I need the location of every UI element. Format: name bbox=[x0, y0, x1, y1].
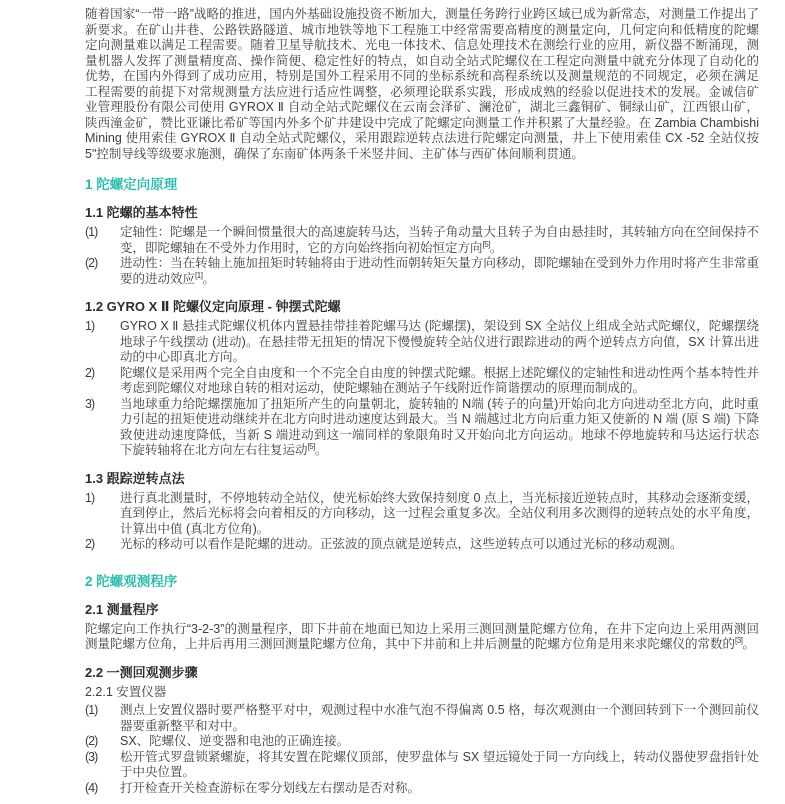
list-item-marker: (4) bbox=[85, 780, 98, 795]
list-item-text: 进行真北测量时，不停地转动全站仪，使光标始终大致保持刻度 0 点上，当光标接近逆转点时，其移动会逐渐变缓，直到停止，然后光标将会向着相反的方向移动，这一过程会重复多次。全站仪利用多次测得的逆转点处的水平角度，计算出中值 (真北方位角)。 bbox=[120, 490, 759, 536]
list-item bbox=[85, 256, 759, 287]
list-item-marker: (2) bbox=[85, 734, 98, 748]
list-item bbox=[85, 366, 759, 397]
list-item-marker: 3) bbox=[85, 396, 95, 411]
list-item bbox=[85, 319, 759, 366]
list-item-text: GYRO X Ⅱ 悬挂式陀螺仪机体内置悬挂带挂着陀螺马达 (陀螺摆)，架设到 SX 全站仪上组成全站式陀螺仪，陀螺摆绕地球子午线摆动 (进动)。在悬挂带无扭矩的情况下慢慢旋转全站仪进行跟踪进动的两个逆转点方向值，SX 计算出进动的中心即真北方向。 bbox=[120, 319, 759, 364]
list-item-marker: 1) bbox=[85, 319, 95, 333]
list-item-text: 进动性：当在转轴上施加扭矩时转轴将由于进动性而朝转矩矢量方向移动，即陀螺轴在受到外力作用时将产生非常重要的进动效应[1]。 bbox=[120, 256, 759, 286]
footnote-ref: [3] bbox=[735, 635, 743, 645]
paragraph-2-1: 陀螺定向工作执行“3-2-3”的测量程序，即下井前在地面已知边上采用三测回测量陀螺方位角，在井下定向边上采用两测回测量陀螺方位角，上井后再用三测回测量陀螺方位角，其中下井前和上井后测量的陀螺方位角是用来求陀螺仪的常数的[3]。 bbox=[85, 621, 759, 651]
list-item bbox=[85, 491, 759, 538]
list-1-1 bbox=[85, 225, 759, 287]
list-item-marker: (2) bbox=[85, 256, 98, 270]
list-item-text: SX、陀螺仪、逆变器和电池的正确连接。 bbox=[120, 734, 350, 748]
list-item bbox=[85, 397, 759, 459]
list-item-marker: (1) bbox=[85, 703, 98, 717]
list-1-2 bbox=[85, 319, 759, 459]
list-1-3 bbox=[85, 491, 759, 553]
list-item-text: 测点上安置仪器时要严格整平对中，观测过程中水准气泡不得偏离 0.5 格，每次观测由一个测回转到下一个测回前仪器要重新整平和对中。 bbox=[120, 703, 759, 733]
list-item-marker: (3) bbox=[85, 749, 98, 764]
list-item-marker: 1) bbox=[85, 490, 95, 505]
list-item bbox=[85, 750, 759, 781]
subsection-heading-1-2: 1.2 GYRO X Ⅱ 陀螺仪定向原理 - 钟摆式陀螺 bbox=[85, 299, 341, 314]
list-item-text: 打开检查开关检查游标在零分划线左右摆动是否对称。 bbox=[120, 780, 421, 795]
list-item bbox=[85, 225, 759, 256]
subsection-heading-2-2-1: 2.2.1 安置仪器 bbox=[85, 684, 167, 699]
list-2-2-1 bbox=[85, 703, 759, 796]
subsection-heading-2-1: 2.1 测量程序 bbox=[85, 601, 159, 617]
subsection-heading-1-3: 1.3 跟踪逆转点法 bbox=[85, 470, 185, 486]
list-item bbox=[85, 781, 759, 797]
list-item bbox=[85, 703, 759, 734]
subsection-heading-2-2: 2.2 一测回观测步骤 bbox=[85, 664, 198, 680]
list-item-text: 定轴性：陀螺是一个瞬间惯量很大的高速旋转马达，当转子角动量大且转子为自由悬挂时，其转轴方向在空间保持不变，即陀螺轴在不受外力作用时，它的方向始终指向初始恒定方向[5]。 bbox=[120, 225, 759, 255]
intro-paragraph: 随着国家“一带一路”战略的推进，国内外基础设施投资不断加大，测量任务跨行业跨区域已成为新常态，对测量工作提出了新要求。在矿山井巷、公路铁路隧道、城市地铁等地下工程施工中经常需要高精度的测量定向，几何定向和低精度的陀螺定向测量难以满足工程需要。随着卫星导航技术、光电一体技术、信息处理技术在测绘行业的应用，新仪器不断涌现，测量机器人发挥了测量精度高、操作简便、稳定性好的特点，如自动全站式陀螺仪在工程定向测量中就充分体现了自动化的优势，在国内外得到了成功应用，特别是国外工程采用不同的坐标系统和高程系统以及测量规范的不同规定，必须在满足工程需要的前提下对常规测量方法应进行适应性调整，必须理论联系实践，形成成熟的经验以促进技术的发展。金诚信矿业管理股份有限公司使用 GYROX Ⅱ 自动全站式陀螺仪在云南会泽矿、澜沧矿，湖北三鑫铜矿、铜绿山矿，江西银山矿，陕西潼金矿，赞比亚谦比希矿等国内外多个矿井建设中完成了陀螺定向测量工作并积累了大量经验。在 Zambia Chambishi Mining 使用索佳 GYROX Ⅱ 自动全站式陀螺仪，采用跟踪逆转点法进行陀螺定向测量，井上下使用索佳 CX -52 全站仪按 5"控制导线等级要求施测，确保了东南矿体两条千米竖井间、主矿体与西矿体间顺利贯通。 bbox=[85, 7, 759, 161]
list-item-marker: (1) bbox=[85, 225, 98, 239]
list-item-text: 当地球重力给陀螺摆施加了扭矩所产生的向量朝北，旋转轴的 N端 (转子的向量)开始向北方向进动至北方向，此时重力引起的扭矩使进动继续并在北方向时进动速度达到最大。当 N 端越过北方向后重力矩又使新的 N 端 (原 S 端) 下降致使进动速度降低，当新 S 端进动到这一端同样的象限角时又开始向北方向运动。地球不停地旋转和马达运行状态下旋转轴将在北方向左右往复运动[5]。 bbox=[120, 396, 759, 457]
list-item-marker: 2) bbox=[85, 365, 95, 380]
footnote-ref: [1] bbox=[195, 270, 203, 280]
list-item bbox=[85, 537, 759, 553]
footnote-ref: [5] bbox=[307, 441, 315, 451]
section-heading-2: 2 陀螺观测程序 bbox=[85, 573, 178, 589]
list-item-marker: 2) bbox=[85, 537, 95, 551]
list-item-text: 松开管式罗盘锁紧螺旋，将其安置在陀螺仪顶部，使罗盘体与 SX 望远镜处于同一方向线上，转动仪器使罗盘指针处于中央位置。 bbox=[120, 749, 759, 779]
list-item bbox=[85, 734, 759, 750]
section-heading-1: 1 陀螺定向原理 bbox=[85, 177, 178, 192]
list-item-text: 陀螺仪是采用两个完全自由度和一个不完全自由度的钟摆式陀螺。根据上述陀螺仪的定轴性和进动性两个基本特性并考虑到陀螺仪对地球自转的相对运动，使陀螺轴在测站子午线附近作简谐摆动的原理而制成的。 bbox=[120, 365, 759, 395]
document-page bbox=[85, 0, 759, 796]
footnote-ref: [5] bbox=[482, 239, 490, 249]
list-item-text: 光标的移动可以看作是陀螺的进动。正弦波的顶点就是逆转点，这些逆转点可以通过光标的移动观测。 bbox=[120, 537, 683, 551]
subsection-heading-1-1: 1.1 陀螺的基本特性 bbox=[85, 205, 198, 220]
